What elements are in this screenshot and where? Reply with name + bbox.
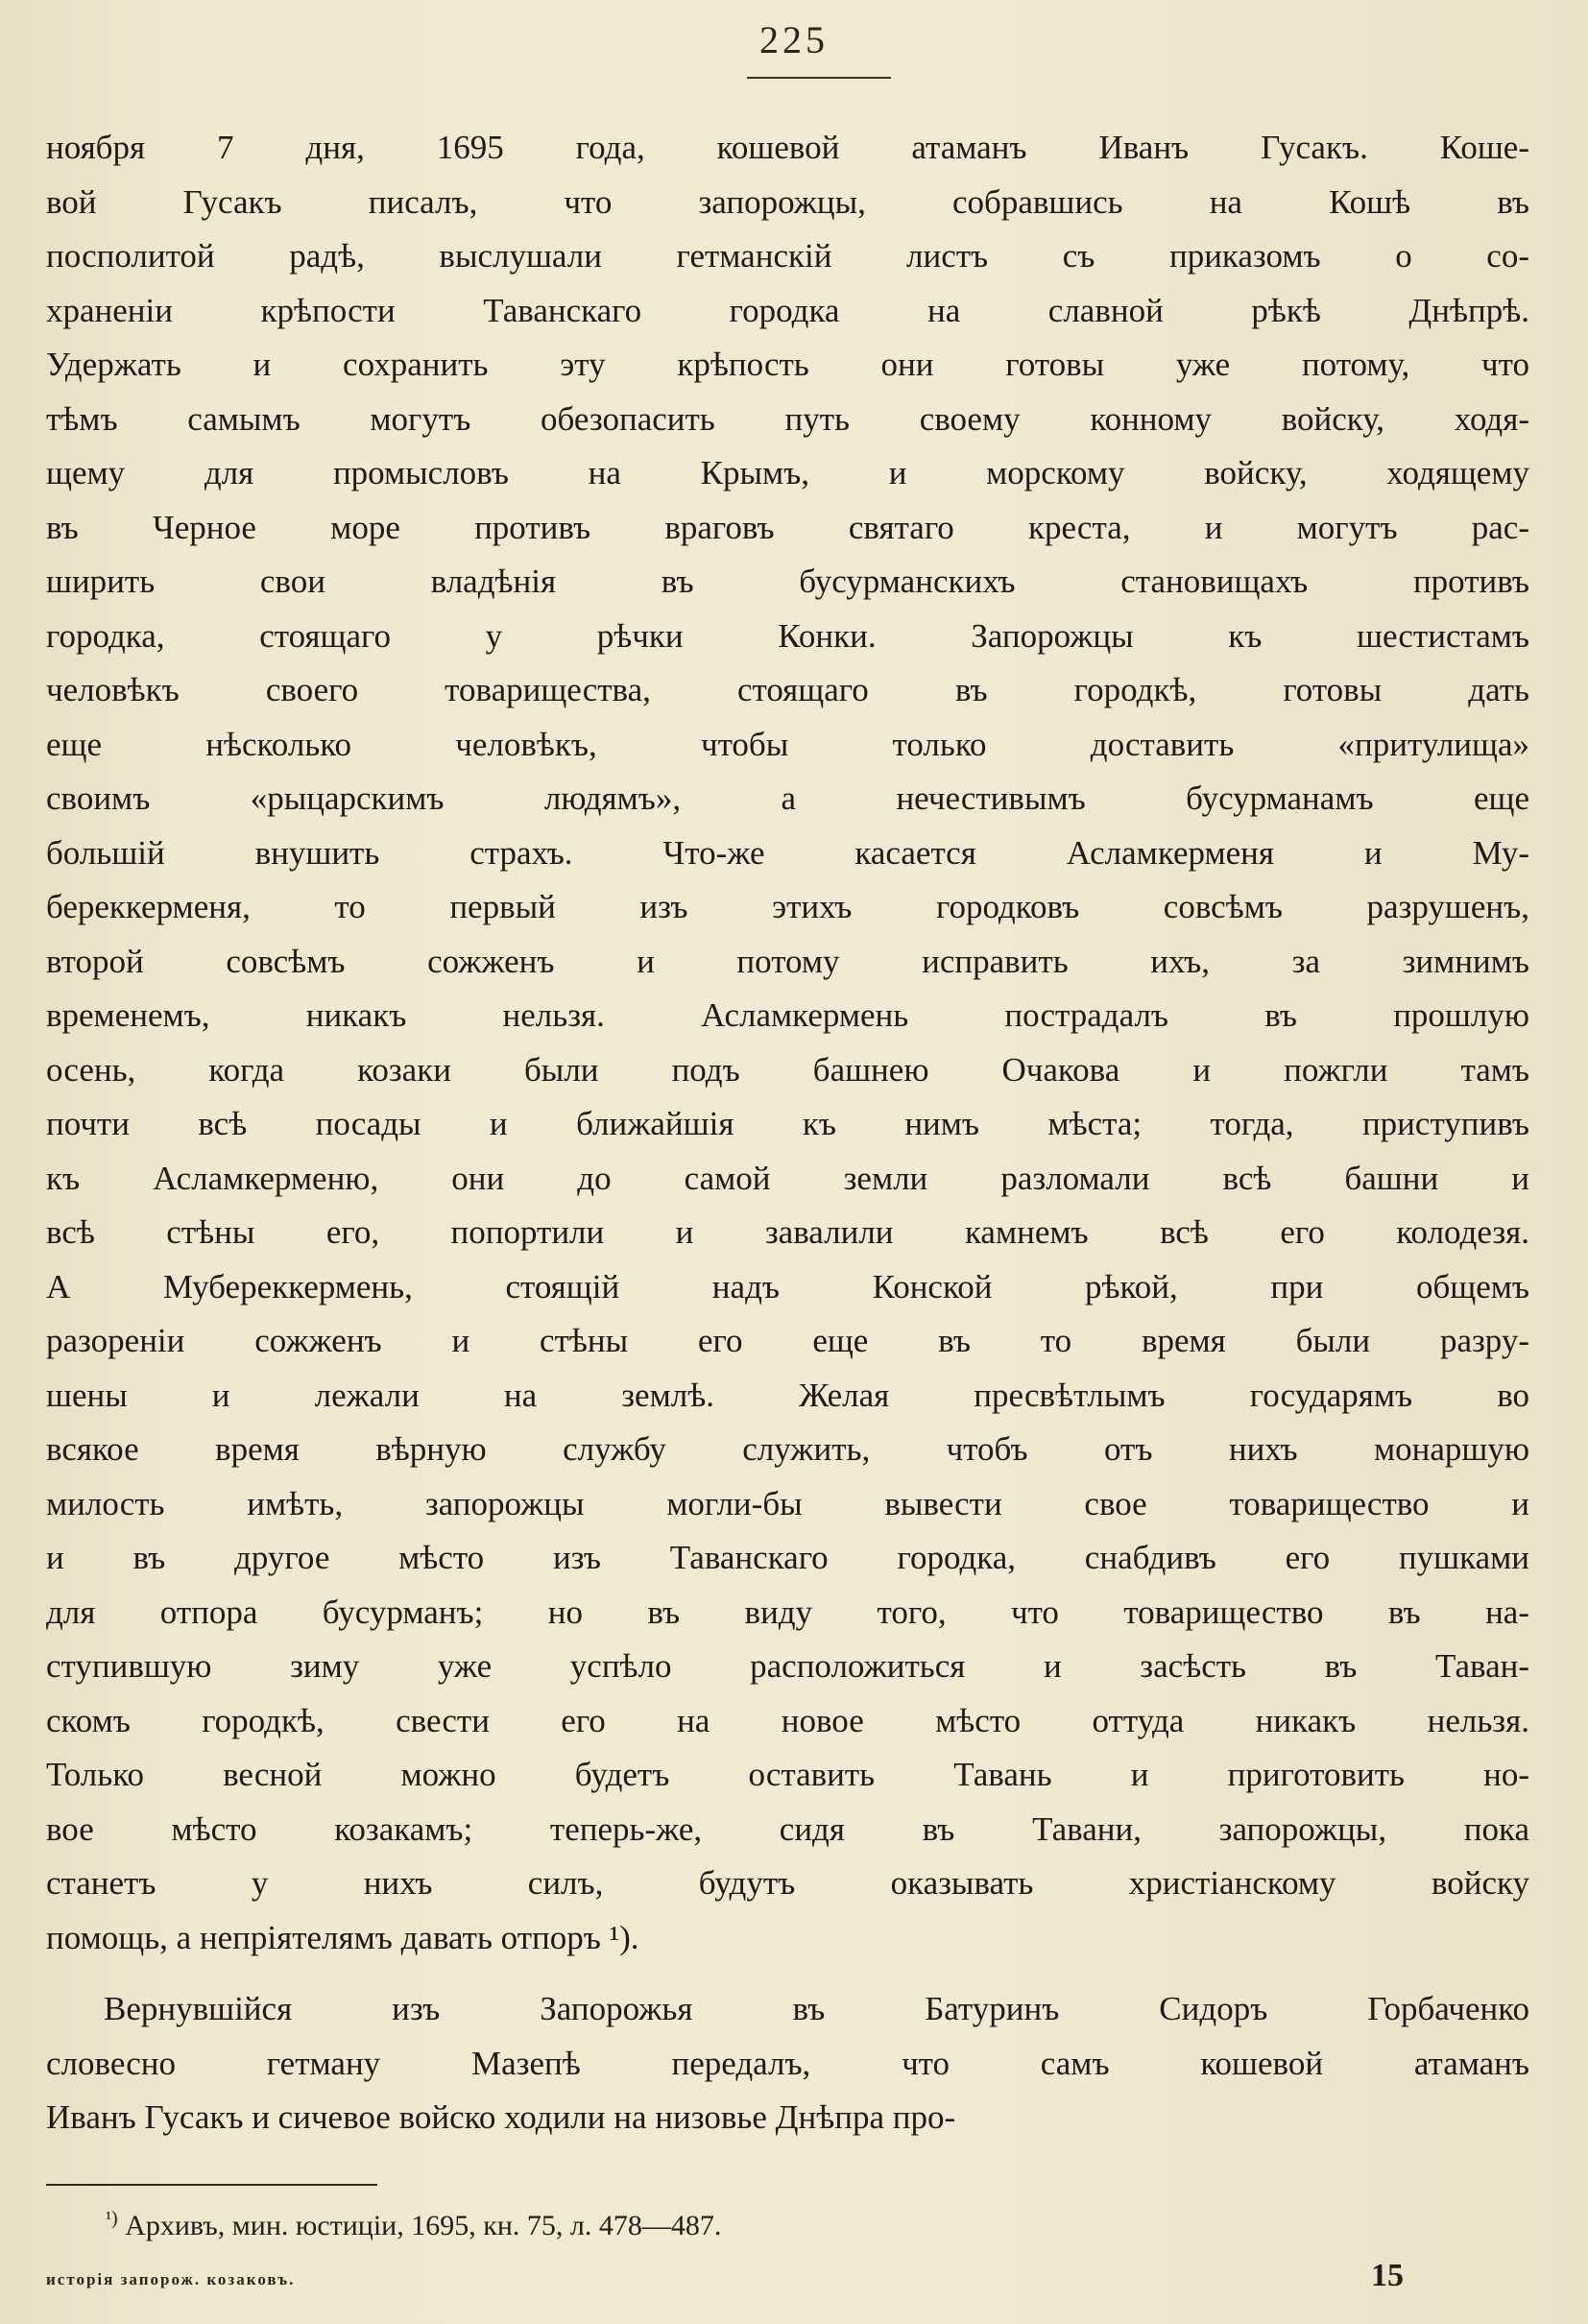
text-line: большій внушить страхъ. Что-же касается Асламкерменя и Му- (46, 833, 1529, 872)
text-line: милость имѣть, запорожцы могли-бы вывести свое товарищество и (46, 1484, 1529, 1522)
text-line: вое мѣсто козакамъ; теперь-же, сидя въ Тавани, запорожцы, пока (46, 1809, 1529, 1848)
text-line: Вернувшійся изъ Запорожья въ Батуринъ Сидоръ Горбаченко (104, 1990, 1529, 2027)
text-line: Удержать и сохранить эту крѣпость они готовы уже потому, что (46, 346, 1529, 383)
paragraph-1 (46, 121, 1529, 1965)
text-line: береккерменя, то первый изъ этихъ городковъ совсѣмъ разрушенъ, (46, 888, 1529, 925)
text-line: человѣкъ своего товарищества, стоящаго въ городкѣ, готовы дать (46, 671, 1529, 708)
text-line: тѣмъ самымъ могутъ обезопасить путь своему конному войску, ходя- (46, 399, 1529, 438)
text-line: вой Гусакъ писалъ, что запорожцы, собравшись на Кошѣ въ (46, 182, 1529, 221)
body-text (46, 121, 1529, 2145)
footnote-marker: ¹) (106, 2208, 118, 2229)
text-line: еще нѣсколько человѣкъ, чтобы только доставить «притулища» (46, 725, 1529, 763)
text-line: въ Черное море противъ враговъ святаго креста, и могутъ рас- (46, 508, 1529, 546)
text-line: всякое время вѣрную службу служить, чтобъ отъ нихъ монаршую (46, 1430, 1529, 1468)
text-line: осень, когда козаки были подъ башнею Очакова и пожгли тамъ (46, 1050, 1529, 1089)
paragraph-2 (46, 1982, 1529, 2145)
text-line: городка, стоящаго у рѣчки Конки. Запорожцы къ шестистамъ (46, 616, 1529, 655)
text-line: щему для промысловъ на Крымъ, и морскому войску, ходящему (46, 454, 1529, 491)
text-line: Иванъ Гусакъ и сичевое войско ходили на низовье Днѣпра про- (46, 2098, 956, 2136)
text-line: ноября 7 дня, 1695 года, кошевой атаманъ Иванъ Гусакъ. Коше- (46, 129, 1529, 166)
text-line: ступившую зиму уже успѣло расположиться и засѣсть въ Таван- (46, 1647, 1529, 1685)
text-line: временемъ, никакъ нельзя. Асламкермень пострадалъ въ прошлую (46, 996, 1529, 1034)
text-line: разореніи сожженъ и стѣны его еще въ то время были разру- (46, 1322, 1529, 1359)
text-line: шены и лежали на землѣ. Желая пресвѣтлымъ государямъ во (46, 1376, 1529, 1414)
text-line: ширить свои владѣнія въ бусурманскихъ становищахъ противъ (46, 563, 1529, 600)
printer-signature: исторія запорож. козаковъ. (46, 2270, 296, 2288)
text-line: словесно гетману Мазепѣ передалъ, что самъ кошевой атаманъ (46, 2044, 1529, 2082)
text-line: своимъ «рыцарскимъ людямъ», а нечестивымъ бусурманамъ еще (46, 779, 1529, 817)
text-line: станетъ у нихъ силъ, будутъ оказывать христіанскому войску (46, 1864, 1529, 1902)
text-line: скомъ городкѣ, свести его на новое мѣсто оттуда никакъ нельзя. (46, 1701, 1529, 1739)
text-line: къ Асламкерменю, они до самой земли разломали всѣ башни и (46, 1159, 1529, 1197)
text-line: и въ другое мѣсто изъ Таванскаго городка, снабдивъ его пушками (46, 1539, 1529, 1576)
text-line: Только весной можно будетъ оставить Тавань и приготовить но- (46, 1756, 1529, 1793)
text-line: для отпора бусурманъ; но въ виду того, что товарищество въ на- (46, 1593, 1529, 1631)
text-line: храненіи крѣпости Таванскаго городка на славной рѣкѣ Днѣпрѣ. (46, 291, 1529, 329)
page-number: 225 (759, 18, 829, 61)
footnote-rule (46, 2184, 377, 2186)
footnote (106, 2208, 721, 2242)
header-rule (747, 77, 891, 79)
text-line: помощь, а непріятелямъ давать отпоръ ¹). (46, 1918, 639, 1956)
text-line: почти всѣ посады и ближайшія къ нимъ мѣста; тогда, приступивъ (46, 1105, 1529, 1142)
text-line: всѣ стѣны его, попортили и завалили камнемъ всѣ его колодезя. (46, 1213, 1529, 1251)
sheet-number: 15 (1371, 2258, 1404, 2293)
text-line: А Мубереккермень, стоящій надъ Конской рѣкой, при общемъ (46, 1267, 1529, 1306)
text-line: посполитой радѣ, выслушали гетманскій листъ съ приказомъ о со- (46, 237, 1529, 275)
footnote-text: Архивъ, мин. юстиціи, 1695, кн. 75, л. 478—487. (125, 2210, 722, 2241)
text-line: второй совсѣмъ сожженъ и потому исправить ихъ, за зимнимъ (46, 942, 1529, 980)
